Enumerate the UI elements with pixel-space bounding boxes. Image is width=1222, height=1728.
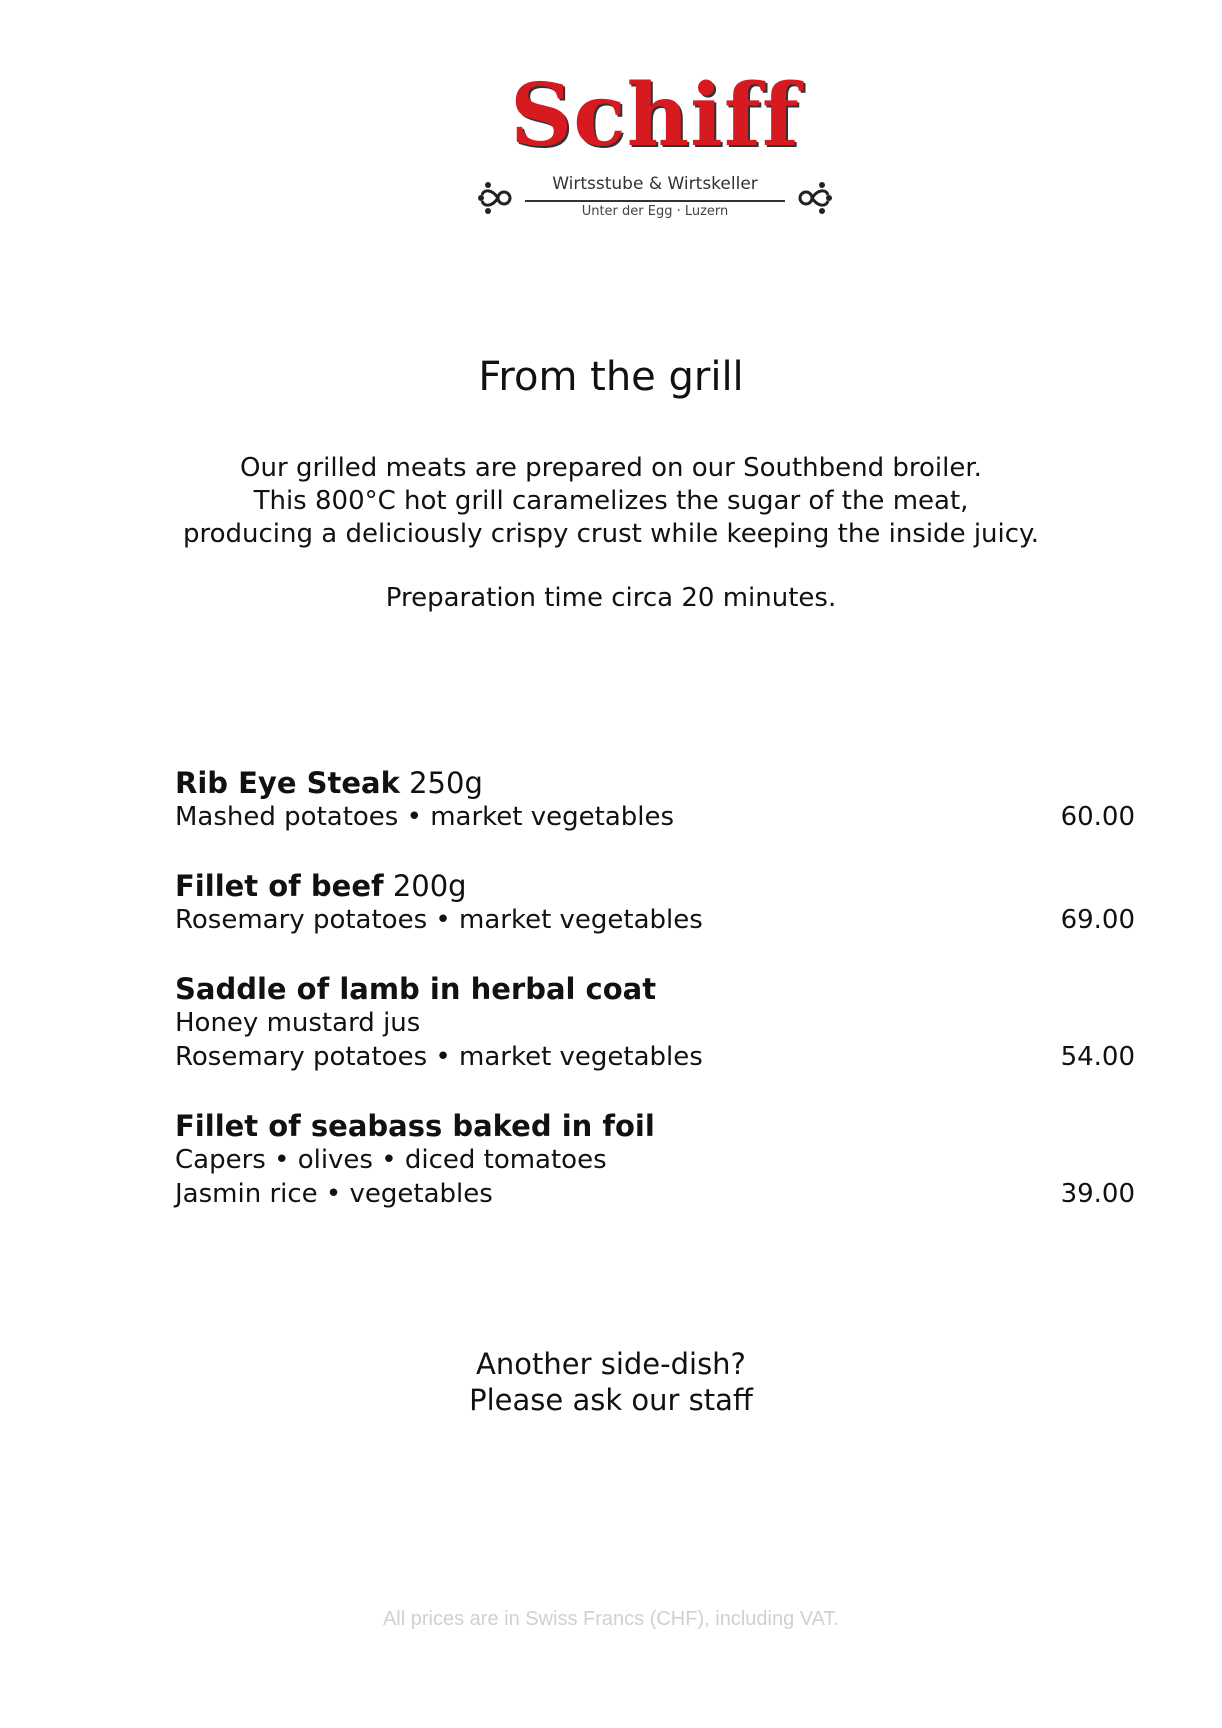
dish-description: Honey mustard jus — [175, 1008, 421, 1038]
menu-list — [175, 766, 1135, 1246]
dish-price: 39.00 — [1060, 1179, 1135, 1209]
logo-divider — [525, 200, 785, 202]
menu-item — [175, 766, 1135, 834]
restaurant-logo — [470, 65, 840, 228]
preparation-time: Preparation time circa 20 minutes. — [385, 583, 837, 613]
dish-description: Rosemary potatoes • market vegetables — [175, 1042, 703, 1072]
side-dish-question: Another side-dish? — [476, 1347, 746, 1381]
intro-line: Our grilled meats are prepared on our Southbend broiler. — [240, 453, 982, 483]
menu-item — [175, 1109, 1135, 1211]
ornament-left-icon — [478, 177, 520, 219]
dish-name: Fillet of beef — [175, 869, 384, 903]
dish-title — [175, 972, 1135, 1006]
intro-line: producing a deliciously crispy crust while keeping the inside juicy. — [182, 519, 1039, 549]
dish-price: 54.00 — [1060, 1042, 1135, 1072]
intro-text — [0, 452, 1222, 551]
price-footnote: All prices are in Swiss Francs (CHF), including VAT. — [382, 1608, 840, 1630]
dish-weight: 250g — [409, 766, 483, 800]
dish-description: Rosemary potatoes • market vegetables — [175, 905, 703, 935]
dish-title — [175, 869, 1135, 903]
dish-weight: 200g — [392, 869, 467, 903]
dish-title — [175, 766, 1135, 800]
side-dish-instruction: Please ask our staff — [469, 1383, 753, 1417]
ornament-right-icon — [790, 177, 832, 219]
intro-line: This 800°C hot grill caramelizes the sugar of the meat, — [253, 486, 969, 516]
logo-wordmark: Schiff — [510, 65, 800, 166]
dish-name: Fillet of seabass baked in foil — [175, 1109, 655, 1143]
menu-item — [175, 972, 1135, 1074]
dish-price: 69.00 — [1060, 905, 1135, 935]
dish-description: Jasmin rice • vegetables — [175, 1179, 493, 1209]
section-title: From the grill — [478, 354, 744, 400]
logo-location: Unter der Egg · Luzern — [581, 204, 729, 219]
side-dish-note — [0, 1346, 1222, 1418]
dish-name: Saddle of lamb in herbal coat — [175, 972, 657, 1006]
dish-name: Rib Eye Steak — [175, 766, 400, 800]
dish-description: Capers • olives • diced tomatoes — [175, 1145, 607, 1175]
menu-item — [175, 869, 1135, 937]
dish-description: Mashed potatoes • market vegetables — [175, 802, 675, 832]
logo-subtitle: Wirtsstube & Wirtskeller — [552, 174, 758, 194]
dish-title — [175, 1109, 1135, 1143]
dish-price: 60.00 — [1060, 802, 1135, 832]
